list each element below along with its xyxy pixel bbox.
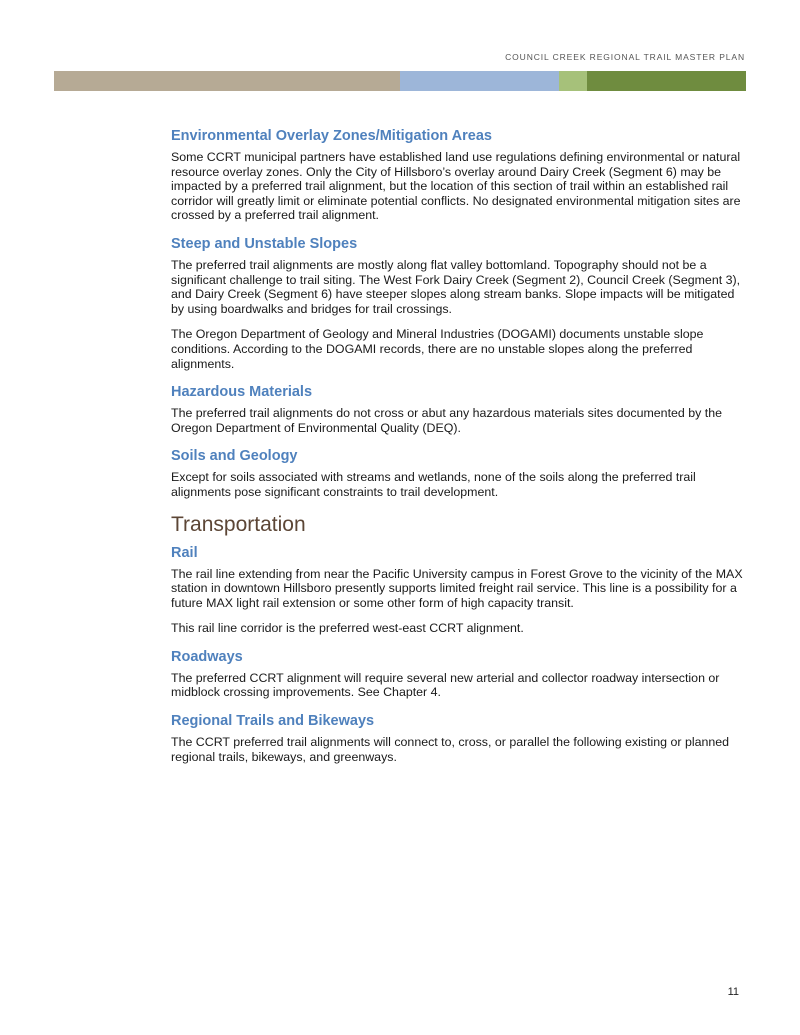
paragraph-environmental-overlay: Some CCRT municipal partners have established land use regulations defining environmental or natural resource overlay zones. Only the City of Hillsboro’s overlay around Dairy Creek (Segment 6) may be impacted by a preferred trail alignment, but the location of this section of trail within an established rail corridor will greatly limit or eliminate potential conflicts. No designated environmental mitigation sites are crossed by a preferred trail alignment. xyxy=(171,150,741,223)
color-bar-light-green-segment xyxy=(559,71,587,91)
paragraph-steep-slopes-1: The preferred trail alignments are mostly along flat valley bottomland. Topography should not be a significant challenge to trail siting. The West Fork Dairy Creek (Segment 2), Council Creek (Segment 3), and Dairy Creek (Segment 6) have steeper slopes along stream banks. Slope impacts will be mitigated by using boardwalks and bridges for trail crossings. xyxy=(171,257,741,316)
paragraph-soils-geology: Except for soils associated with streams and wetlands, none of the soils along the preferred trail alignments pose significant constraints to trail development. xyxy=(171,470,696,499)
paragraph-roadways: The preferred CCRT alignment will require several new arterial and collector roadway intersection or midblock crossing improvements. See Chapter 4. xyxy=(171,670,720,700)
section-roadways xyxy=(171,648,743,700)
color-bar-dark-green-segment xyxy=(587,71,746,91)
section-steep-slopes xyxy=(171,235,743,371)
section-hazardous-materials xyxy=(171,383,743,435)
heading-hazardous-materials: Hazardous Materials xyxy=(171,384,313,401)
paragraph-steep-slopes-2: The Oregon Department of Geology and Mineral Industries (DOGAMI) documents unstable slope conditions. According to the DOGAMI records, there are no unstable slopes along the preferred alignments. xyxy=(171,327,704,371)
section-soils-geology xyxy=(171,447,743,499)
heading-steep-slopes: Steep and Unstable Slopes xyxy=(171,235,358,252)
page-number: 11 xyxy=(727,986,739,998)
section-environmental-overlay xyxy=(171,127,743,223)
paragraph-rail-1: The rail line extending from near the Pacific University campus in Forest Grove to the vicinity of the MAX station in downtown Hillsboro presently supports limited freight rail service. This line is a possibility for a future MAX light rail extension or some other form of high capacity transit. xyxy=(171,566,743,610)
heading-transportation: Transportation xyxy=(171,512,306,536)
paragraph-rail-2: This rail line corridor is the preferred west-east CCRT alignment. xyxy=(171,621,524,636)
main-content xyxy=(171,127,743,776)
section-rail xyxy=(171,544,743,636)
heading-soils-geology: Soils and Geology xyxy=(171,448,298,465)
heading-roadways: Roadways xyxy=(171,648,243,665)
heading-environmental-overlay: Environmental Overlay Zones/Mitigation Areas xyxy=(171,128,492,144)
paragraph-hazardous-materials: The preferred trail alignments do not cross or abut any hazardous materials sites documented by the Oregon Department of Environmental Quality (DEQ). xyxy=(171,406,722,435)
header-color-bar xyxy=(54,71,746,91)
heading-regional-trails: Regional Trails and Bikeways xyxy=(171,713,375,730)
running-header: COUNCIL CREEK REGIONAL TRAIL MASTER PLAN xyxy=(505,52,745,62)
section-regional-trails xyxy=(171,712,743,764)
color-bar-tan-segment xyxy=(54,71,400,91)
paragraph-regional-trails: The CCRT preferred trail alignments will connect to, cross, or parallel the following existing or planned regional trails, bikeways, and greenways. xyxy=(171,735,730,764)
color-bar-light-blue-segment xyxy=(400,71,559,91)
heading-rail: Rail xyxy=(171,544,198,561)
